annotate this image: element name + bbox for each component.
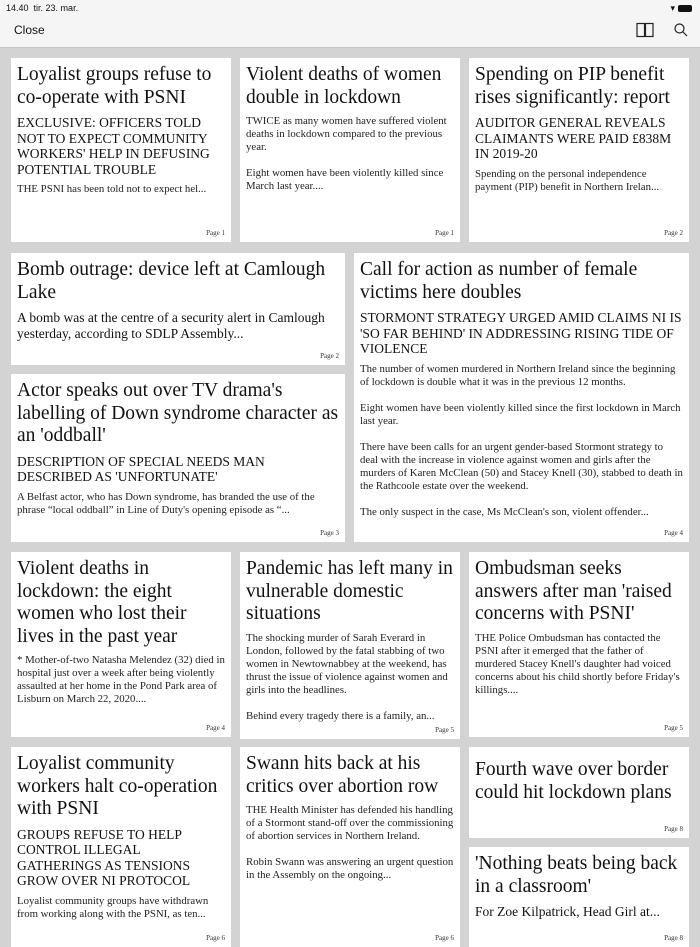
- article-card[interactable]: [354, 253, 689, 542]
- article-card[interactable]: [469, 747, 689, 838]
- article-card[interactable]: [469, 552, 689, 737]
- article-excerpt: Spending on the personal independence payment (PIP) benefit in Northern Irelan...: [475, 167, 660, 193]
- article-card[interactable]: [469, 847, 689, 947]
- article-title: Spending on PIP benefit rises significantly: report: [475, 64, 670, 108]
- article-title: Ombudsman seeks answers after man 'raised concerns with PSNI': [475, 558, 672, 624]
- article-title: Violent deaths of women double in lockdown: [246, 64, 442, 108]
- page-number: Page 4: [206, 724, 225, 732]
- page-number: Page 5: [664, 724, 683, 732]
- page-number: Page 5: [435, 725, 454, 734]
- status-time: 14.40: [6, 3, 29, 13]
- article-title: Violent deaths in lockdown: the eight women who lost their lives in the past year: [17, 558, 187, 647]
- status-date: tir. 23. mar.: [33, 3, 79, 13]
- article-subtitle: A bomb was at the centre of a security alert in Camlough yesterday, according to SDLP Assembly...: [17, 310, 325, 341]
- article-card[interactable]: [11, 747, 231, 947]
- article-subtitle: For Zoe Kilpatrick, Head Girl at...: [475, 904, 660, 919]
- article-excerpt: The shocking murder of Sarah Everard in London, followed by the fatal stabbing of two women in Newtownabbey at the weekend, has thrust the issue of violence against women and girls into the headlines. Behind every tragedy there is a family, an...: [246, 631, 448, 722]
- article-title: Swann hits back at his critics over abortion row: [246, 753, 439, 797]
- article-title: Actor speaks out over TV drama's labelling of Down syndrome character as an 'oddball': [17, 380, 339, 446]
- article-card[interactable]: [469, 58, 689, 242]
- article-excerpt: A Belfast actor, who has Down syndrome, has branded the use of the phrase “local oddball” in Line of Duty's opening episode as “...: [17, 490, 315, 516]
- search-icon[interactable]: [673, 22, 689, 43]
- page-number: Page 2: [320, 352, 339, 360]
- page-number: Page 1: [206, 229, 225, 237]
- battery-icon: [678, 5, 692, 12]
- article-title: 'Nothing beats being back in a classroom': [475, 853, 678, 897]
- page-number: Page 6: [435, 934, 454, 942]
- article-card[interactable]: [11, 253, 345, 365]
- article-excerpt: TWICE as many women have suffered violent deaths in lockdown compared to the previous year. Eight women have been violently killed since March last year....: [246, 115, 447, 192]
- article-excerpt: THE Health Minister has defended his handling of a Stormont stand-off over the commissioning of abortion services in Northern Ireland. Robin Swann was answering an urgent question in the Assembly on the ongoing...: [246, 804, 454, 881]
- article-card[interactable]: [240, 58, 460, 242]
- two-page-view-icon[interactable]: [636, 22, 654, 43]
- page-number: Page 6: [206, 934, 225, 942]
- article-title: Loyalist community workers halt co-operation with PSNI: [17, 753, 218, 819]
- article-excerpt: Loyalist community groups have withdrawn from working along with the PSNI, as ten...: [17, 894, 209, 920]
- article-title: Fourth wave over border could hit lockdown plans: [475, 759, 672, 803]
- article-subtitle: AUDITOR GENERAL REVEALS CLAIMANTS WERE PAID £838M IN 2019-20: [475, 115, 672, 161]
- status-icons: [670, 3, 692, 14]
- status-bar: [0, 0, 700, 16]
- article-card[interactable]: [240, 747, 460, 947]
- article-title: Bomb outrage: device left at Camlough Lake: [17, 259, 326, 303]
- article-card[interactable]: [11, 552, 231, 737]
- wifi-icon: ▾: [670, 3, 675, 13]
- page-number: Page 8: [664, 934, 683, 942]
- page-number: Page 1: [435, 229, 454, 237]
- article-excerpt: The number of women murdered in Northern Ireland since the beginning of lockdown is double what it was in the previous 12 months. Eight women have been violently killed since the first lockdown in March last year. There have been calls for an urgent gender-based Stormont strategy to deal with the increase in violence against women and girls after the murders of Karen McClean (50) and Stacey Knell (30), stabbed to death in the Rathcoole estate over the weekend. The only suspect in the case, Ms McClean's son, violent offender...: [360, 362, 683, 518]
- article-card[interactable]: [240, 552, 460, 739]
- page-number: Page 4: [664, 529, 683, 537]
- page-number: Page 3: [320, 529, 339, 537]
- page-number: Page 8: [664, 825, 683, 833]
- article-excerpt: THE PSNI has been told not to expect hel...: [17, 183, 207, 195]
- article-excerpt: * Mother-of-two Natasha Melendez (32) died in hospital just over a week after being violently assaulted at her home in the Pond Park area of Lisburn on March 22, 2020....: [17, 654, 225, 705]
- article-title: Call for action as number of female victims here doubles: [360, 259, 638, 303]
- article-title: Pandemic has left many in vulnerable domestic situations: [246, 558, 453, 624]
- article-subtitle: STORMONT STRATEGY URGED AMID CLAIMS NI IS 'SO FAR BEHIND' IN ADDRESSING RISING TIDE OF VIOLENCE: [360, 310, 682, 356]
- article-card[interactable]: [11, 374, 345, 542]
- article-excerpt: THE Police Ombudsman has contacted the PSNI after it emerged that the father of murdered Stacey Knell's daughter had voiced concerns about his child shortly before Friday's killings....: [475, 631, 680, 696]
- article-subtitle: DESCRIPTION OF SPECIAL NEEDS MAN DESCRIBED AS 'UNFORTUNATE': [17, 453, 265, 484]
- article-subtitle: GROUPS REFUSE TO HELP CONTROL ILLEGAL GATHERINGS AS TENSIONS GROW OVER NI PROTOCOL: [17, 826, 191, 888]
- toolbar: [0, 16, 700, 48]
- article-title: Loyalist groups refuse to co-operate with PSNI: [17, 64, 212, 108]
- article-card[interactable]: [11, 58, 231, 242]
- page-number: Page 2: [664, 229, 683, 237]
- close-button[interactable]: Close: [14, 23, 45, 37]
- article-subtitle: EXCLUSIVE: OFFICERS TOLD NOT TO EXPECT COMMUNITY WORKERS' HELP IN DEFUSING POTENTIAL TROUBLE: [17, 115, 210, 177]
